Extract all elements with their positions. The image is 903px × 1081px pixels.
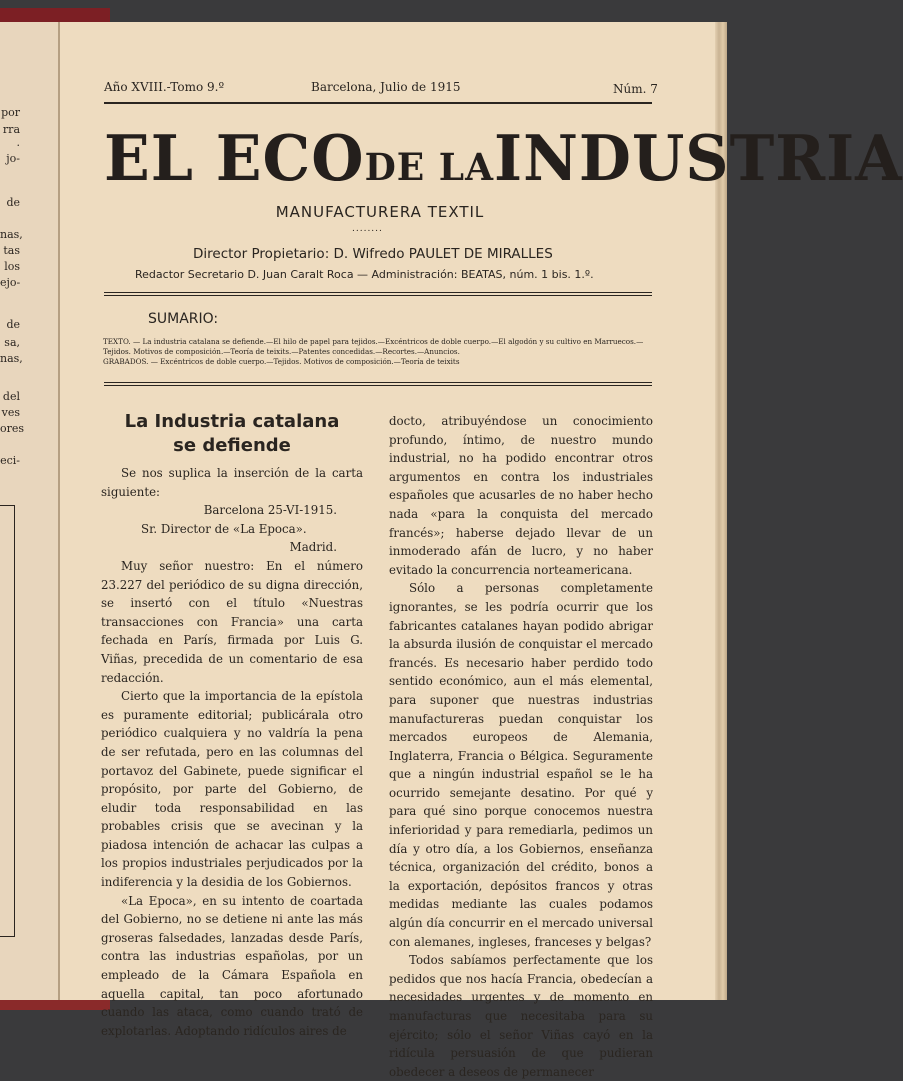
- left-page-text: jo-: [6, 152, 20, 165]
- summary-rule: [104, 382, 652, 383]
- left-page-text: rra: [2, 123, 20, 136]
- left-page-text: sa,: [4, 336, 20, 349]
- article-title-line: La Industria catalana: [124, 411, 340, 432]
- left-page-text: de: [6, 318, 20, 331]
- binding-band-bottom: [0, 1000, 110, 1010]
- left-page-text: ejo-: [0, 276, 21, 289]
- masthead-title: [104, 113, 903, 205]
- article-column-left: [101, 464, 363, 1040]
- left-page-text: eci-: [0, 454, 20, 467]
- paragraph: docto, atribuyéndose un conocimiento profundo, íntimo, de nuestro mundo industrial, no ha podido encontrar otros argumentos en contra los industriales españoles que acusarles de no haber hecho nada «para la conquista del mercado francés»; haberse dejado llevar de un inmoderado afán de lucro, y no haber evitado la concurrencia norteamericana.: [389, 414, 653, 577]
- left-page-text: los: [4, 260, 20, 273]
- letter-addressee: Sr. Director de «La Epoca».: [141, 521, 307, 536]
- masthead-subtitle: MANUFACTURERA TEXTIL: [275, 203, 485, 221]
- left-page-text: ores: [0, 422, 25, 435]
- paragraph: Sólo a personas completamente ignorantes, se les podría ocurrir que los fabricantes catalanes hayan podido abrigar la absurda ilusión de conquistar el mercado francés. Es necesario haber perdido todo sentido económico, aun el más elemental, para suponer que nuestras industrias manufactureras puedan conquistar los mercados europeos de Alemania, Inglaterra, Francia o Bélgica. Seguramente que a ningún industrial español se le ha ocurrido semejante desatino. Por qué y para qué sino porque conocemos nuestra inferioridad y para remediarla, pedimos un día y otro día, a los Gobiernos, enseñanza técnica, organización del crédito, bonos a la exportación, depósitos francos y otras medidas mediante las cuales podamos algún día concurrir en el mercado universal con alemanes, ingleses, franceses y belgas?: [389, 581, 653, 949]
- summary-rule-double: [104, 385, 652, 386]
- masthead-word: DE LA: [364, 145, 494, 190]
- masthead-rule-double: [104, 295, 652, 296]
- left-page-text: nas,: [0, 228, 23, 241]
- left-page-text: por: [1, 106, 20, 119]
- paragraph: Se nos suplica la inserción de la carta siguiente:: [101, 466, 363, 499]
- summary-heading: SUMARIO:: [148, 311, 219, 327]
- left-page-fragment: [0, 22, 60, 1000]
- binding-band-top: [0, 8, 110, 22]
- masthead-word: INDUSTRIA: [494, 122, 903, 196]
- issue-number: Núm. 7: [613, 82, 658, 96]
- left-page-text: ves: [1, 406, 20, 419]
- volume-info: Año XVIII.-Tomo 9.º: [104, 80, 225, 94]
- left-page-frame: [0, 505, 15, 937]
- left-page-text: tas: [3, 244, 20, 257]
- article-title-line: se defiende: [173, 435, 291, 456]
- paragraph: «La Epoca», en su intento de coartada del Gobierno, no se detiene ni ante las más groseras falsedades, lanzadas desde París, contra las industrias españolas, por un empleado de la Cámara Española en aquella capital, tan poco afortunado cuando las ataca, como cuando trató de explotarlas. Adoptando ridículos aires de: [101, 893, 363, 1038]
- header-rule: [104, 102, 652, 104]
- summary-text: TEXTO. — La industria catalana se defiende.—El hilo de papel para tejidos.—Excéntricos de doble cuerpo.—El algodón y su cultivo en Marruecos.—Tejidos. Motivos de composición.—Teoría de teixits.—Patentes concedidas.—Recortes.—Anuncios.: [103, 337, 644, 356]
- letter-date: Barcelona 25-VI-1915.: [203, 503, 337, 518]
- director-line: Director Propietario: D. Wifredo PAULET DE MIRALLES: [193, 246, 553, 262]
- redactor-line: Redactor Secretario D. Juan Caralt Roca — Administración: BEATAS, núm. 1 bis. 1.º.: [135, 268, 594, 281]
- left-page-text: del: [2, 390, 20, 403]
- letter-city: Madrid.: [289, 540, 337, 555]
- paragraph: Muy señor nuestro: En el número 23.227 del periódico de su digna dirección, se insertó con el título «Nuestras transacciones con Francia» una carta fechada en París, firmada por Luis G. Viñas, precedida de un comentario de esa redacción.: [101, 558, 363, 685]
- left-page-text: .: [16, 136, 20, 149]
- ornament-dots: ........: [352, 224, 383, 234]
- paragraph: Cierto que la importancia de la epístola es puramente editorial; publicárala otro periódico cualquiera y no valdría la pena de ser refutada, pero en las columnas del portavoz del Gabinete, puede significar el propósito, por parte del Gobierno, de eludir toda responsabilidad en las probables crisis que se avecinan y la piadosa intención de achacar las culpas a los propios industriales perjudicados por la indiferencia y la desidia de los Gobiernos.: [101, 689, 363, 890]
- left-page-text: de: [6, 196, 20, 209]
- masthead-rule: [104, 292, 652, 293]
- summary-engravings: GRABADOS. — Excéntricos de doble cuerpo.—Tejidos. Motivos de composición.—Teoría de teixits: [103, 357, 460, 366]
- place-date: Barcelona, Julio de 1915: [311, 80, 461, 94]
- left-page-text: nas,: [0, 352, 23, 365]
- masthead-word: EL ECO: [104, 122, 365, 196]
- paragraph: Todos sabíamos perfectamente que los pedidos que nos hacía Francia, obedecían a necesidades urgentes y de momento en manufacturas que necesitaba para su ejército; sólo el señor Viñas cayó en la ridícula persuasión de que pudieran obedecer a deseos de permanecer: [389, 953, 653, 1079]
- article-title: [101, 410, 363, 458]
- article-column-right: [389, 412, 653, 1081]
